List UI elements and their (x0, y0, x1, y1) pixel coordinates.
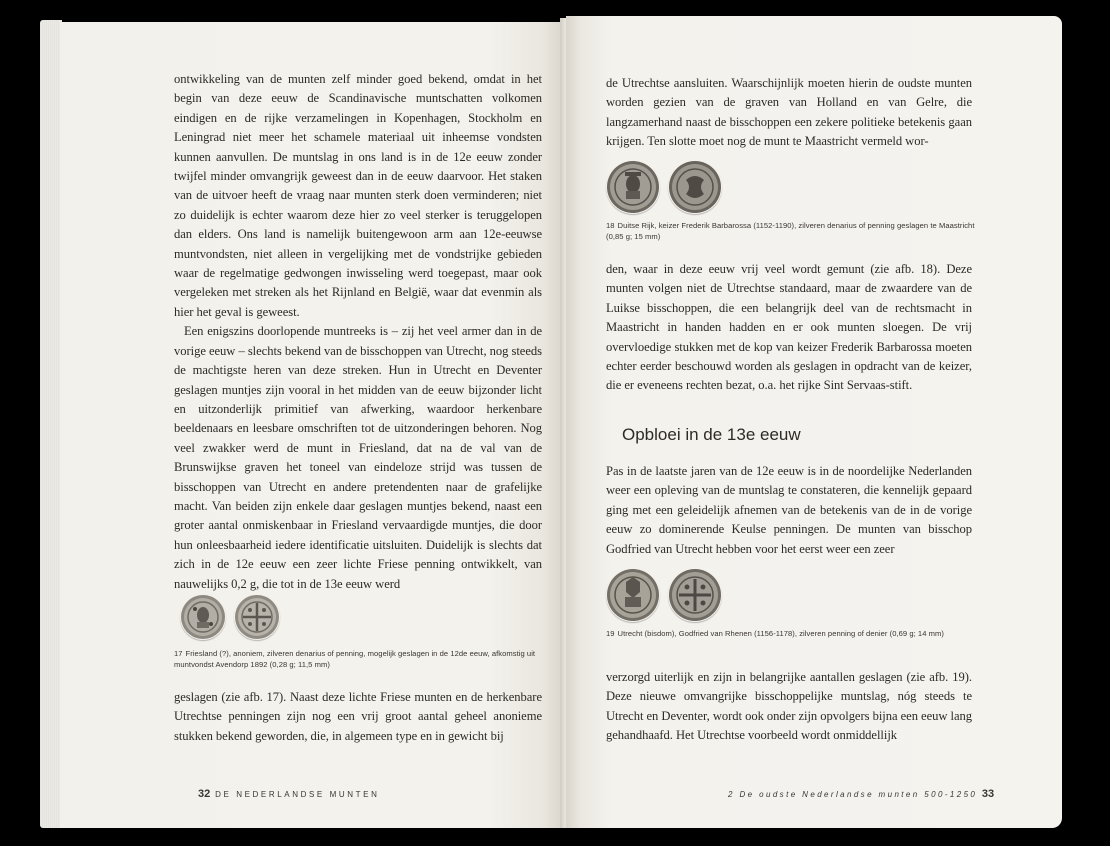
figure-19-number: 19 (606, 629, 615, 638)
page-edges (40, 20, 62, 828)
right-paragraph-2: den, waar in deze eeuw vrij veel wordt gemunt (zie afb. 18). Deze munten volgen niet de Utrechtse standaard, maar de zwaardere van de Luikse bisschoppen, die een belangrijk deel van de rechtsmacht in Maastricht in handen hadden en er ook munten sloegen. De vrij overvloedige stukken met de kop van keizer Frederik Barbarossa moeten echter eerder beschouwd worden als geslagen in opdracht van de keizer, die er eveneens rechten bezat, o.a. het rijke Sint Servaas-stift. (606, 262, 972, 393)
left-page (60, 22, 564, 828)
right-text-block-3 (606, 462, 972, 559)
right-page-number: 33 (981, 788, 995, 800)
left-page-number: 32 (198, 788, 211, 800)
left-paragraph-1: ontwikkeling van de munten zelf minder goed bekend, omdat in het begin van deze eeuw de Scandinavische muntschatten volkomen eindigen en de rijke verzamelingen in Kopenhagen, Stockholm en Leningrad niet meer het schamele materiaal uit inheemse vondsten kunnen aanvullen. De muntslag in ons land is in de 12e eeuw zonder twijfel minder omvangrijk geweest dan in de eeuw daarvoor. Het staken van de uitvoer heeft de vraag naar munten sterk doen verminderen; niet zo duidelijk is echter waarom deze hier zo veel sterker is teruggelopen dan elders. Ons land is namelijk buitengewoon arm aan 12e-eeuwse muntvondsten, niet alleen in vergelijking met de vondstrijke gebieden waar de regelmatige gedwongen inwisseling werd toegepast, maar ook vergeleken met streken als het Rijnland en België, waar dat evenmin als hier het geval is geweest. (174, 72, 542, 319)
right-text-block-4 (606, 668, 972, 746)
figure-17-coins (180, 594, 280, 640)
left-text-block-2 (174, 688, 542, 746)
figure-19-caption (606, 628, 976, 639)
coin-18-obverse-image (606, 160, 660, 214)
coin-17-obverse-image (180, 594, 226, 640)
right-text-block-1 (606, 74, 972, 152)
left-paragraph-3: geslagen (zie afb. 17). Naast deze lichte Friese munten en de herkenbare Utrechtse penningen zijn nog een vrij groot aantal geheel anonieme stukken bekend geworden, die, in algemeen type en in gewicht bij (174, 690, 542, 743)
coin-19-reverse-image (668, 568, 722, 622)
left-text-block-1 (174, 70, 542, 594)
coin-19-obverse-image (606, 568, 660, 622)
figure-19-caption-text: Utrecht (bisdom), Godfried van Rhenen (1156-1178), zilveren penning of denier (0,69 g; 14 mm) (617, 629, 944, 638)
figure-18-coins (606, 160, 722, 214)
right-paragraph-1: de Utrechtse aansluiten. Waarschijnlijk moeten hierin de oudste munten worden gezien van de graven van Holland en van Gelre, die langzamerhand naast de bisschoppen een zekere politieke betekenis gaan krijgen. Ten slotte moet nog de munt te Maastricht vermeld wor- (606, 76, 972, 149)
figure-19-coins (606, 568, 722, 622)
right-page (566, 16, 1062, 828)
right-paragraph-3: Pas in de laatste jaren van de 12e eeuw is in de noordelijke Nederlanden weer een opleving van de muntslag te constateren, die kennelijk gepaard ging met een geleidelijk afnemen van de betekenis van de in de vorige eeuw zo dominerende Keulse penningen. De munten van bisschop Godfried van Utrecht hebben voor het eerst weer een zeer (606, 464, 972, 556)
right-folio (728, 788, 994, 800)
section-heading: Opbloei in de 13e eeuw (622, 425, 801, 444)
left-folio (198, 788, 379, 800)
coin-18-reverse-image (668, 160, 722, 214)
right-running-title: 2 De oudste Nederlandse munten 500-1250 (728, 790, 978, 799)
figure-17-caption-text: Friesland (?), anoniem, zilveren denarius of penning, mogelijk geslagen in de 12de eeuw, afkomstig uit muntvondst Avendorp 1892 (0,28 g; 11,5 mm) (174, 649, 536, 669)
figure-18-caption-text: Duitse Rijk, keizer Frederik Barbarossa (1152-1190), zilveren denarius of penning geslagen te Maastricht (0,85 g; 15 mm) (606, 221, 975, 241)
coin-17-reverse-image (234, 594, 280, 640)
figure-18-number: 18 (606, 221, 615, 230)
left-paragraph-2: Een enigszins doorlopende muntreeks is – zij het veel armer dan in de vorige eeuw – slechts bekend van de bisschoppen van Utrecht, nog steeds de machtigste heren van deze streken. Hun in Utrecht en Deventer geslagen muntjes zijn vooral in het midden van de eeuw bijzonder licht en uitzonderlijk primitief van afwerking, waardoor herkenbare beeldenaars en leesbare omschriften tot de uitzonderingen behoren. Nog veel zwakker werd de munt in Friesland, dat na de val van de Brunswijkse graven het toneel van eindeloze strijd was tussen de bisschoppen van Utrecht en andere pretendenten naar de grafelijke macht. Van beiden zijn enkele daar geslagen muntjes bekend, naast een groter aantal onmiskenbaar in Friesland vervaardigde muntjes, die door hun onleesbaarheid iedere identificatie uitsluiten. Duidelijk is slechts dat zich in de 12e eeuw een zeer lichte Friese penning ontwikkelt, van nauwelijks 0,2 g, die tot in de 13e eeuw werd (174, 324, 542, 591)
right-text-block-2 (606, 260, 972, 396)
figure-18-caption (606, 220, 976, 242)
left-running-title: DE NEDERLANDSE MUNTEN (215, 790, 380, 799)
figure-17-number: 17 (174, 649, 183, 658)
figure-17-caption (174, 648, 544, 670)
right-paragraph-4: verzorgd uiterlijk en zijn in belangrijke aantallen geslagen (zie afb. 19). Deze nieuwe omvangrijke bisschoppelijke muntslag, nóg steeds te Utrecht en Deventer, wordt ook onder zijn opvolgers bijna een eeuw lang gehandhaafd. Het Utrechtse voorbeeld wordt onmiddellijk (606, 670, 972, 743)
